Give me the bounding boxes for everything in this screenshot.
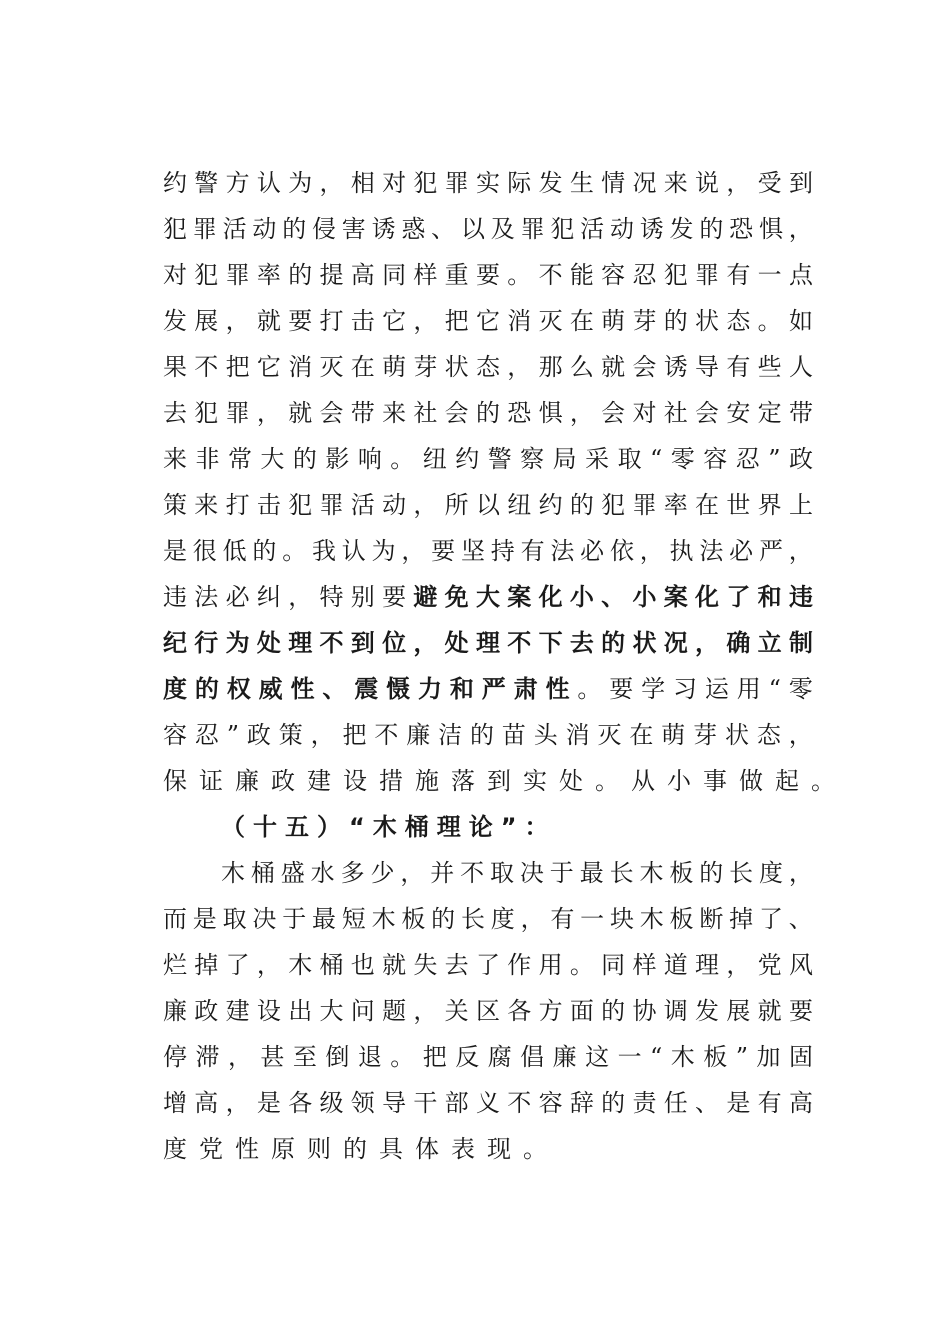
- text-line: 违 法 必 纠 ， 特 别 要 避 免 大 案 化 小 、 小 案 化 了 和 违: [163, 583, 813, 611]
- text-line: 而 是 取 决 于 最 短 木 板 的 长 度 ， 有 一 块 木 板 断 掉 了 、: [163, 905, 813, 933]
- paragraph-last-line: [163, 1126, 813, 1172]
- text-line: 发 展 ， 就 要 打 击 它 ， 把 它 消 灭 在 萌 芽 的 状 态 。 如: [163, 307, 813, 335]
- text-line: 去 犯 罪 ， 就 会 带 来 社 会 的 恐 惧 ， 会 对 社 会 安 定 带: [163, 399, 813, 427]
- text-segment: 度党性原则的具体表现。: [163, 1135, 559, 1163]
- paragraph-last-line: [163, 758, 847, 804]
- text-line: 策 来 打 击 犯 罪 活 动 ， 所 以 纽 约 的 犯 罪 率 在 世 界 上: [163, 491, 813, 519]
- text-line: 纪 行 为 处 理 不 到 位 ， 处 理 不 下 去 的 状 况 ， 确 立 制: [163, 629, 813, 657]
- text-line: 容 忍 ” 政 策 ， 把 不 廉 洁 的 苗 头 消 灭 在 萌 芽 状 态 ，: [163, 721, 813, 749]
- bold-text-segment: （十五）“木桶理论”：: [221, 813, 557, 841]
- text-line: 犯 罪 活 动 的 侵 害 诱 惑 、 以 及 罪 犯 活 动 诱 发 的 恐 惧 ，: [163, 215, 813, 243]
- text-line: 是 很 低 的 。 我 认 为 ， 要 坚 持 有 法 必 依 ， 执 法 必 严 ，: [163, 537, 813, 565]
- text-line: 停 滞 ， 甚 至 倒 退 。 把 反 腐 倡 廉 这 一 “ 木 板 ” 加 固: [163, 1043, 813, 1071]
- paragraph-first-line: 木 桶 盛 水 多 少 ， 并 不 取 决 于 最 长 木 板 的 长 度 ，: [221, 859, 813, 887]
- text-line: 对 犯 罪 率 的 提 高 同 样 重 要 。 不 能 容 忍 犯 罪 有 一 点: [163, 261, 813, 289]
- text-line: 果 不 把 它 消 灭 在 萌 芽 状 态 ， 那 么 就 会 诱 导 有 些 人: [163, 353, 813, 381]
- section-heading: [163, 804, 813, 850]
- text-line: 度 的 权 威 性 、 震 慑 力 和 严 肃 性 。 要 学 习 运 用 “ 零: [163, 675, 813, 703]
- text-line: 增 高 ， 是 各 级 领 导 干 部 义 不 容 辞 的 责 任 、 是 有 高: [163, 1089, 813, 1117]
- text-line: 廉 政 建 设 出 大 问 题 ， 关 区 各 方 面 的 协 调 发 展 就 要: [163, 997, 813, 1025]
- text-segment: 保证廉政建设措施落到实处。从小事做起。: [163, 767, 847, 795]
- text-line: 约 警 方 认 为 ， 相 对 犯 罪 实 际 发 生 情 况 来 说 ， 受 到: [163, 169, 813, 197]
- text-line: 来 非 常 大 的 影 响 。 纽 约 警 察 局 采 取 “ 零 容 忍 ” 政: [163, 445, 813, 473]
- text-line: 烂 掉 了 ， 木 桶 也 就 失 去 了 作 用 。 同 样 道 理 ， 党 风: [163, 951, 813, 979]
- document-body: [163, 160, 847, 1172]
